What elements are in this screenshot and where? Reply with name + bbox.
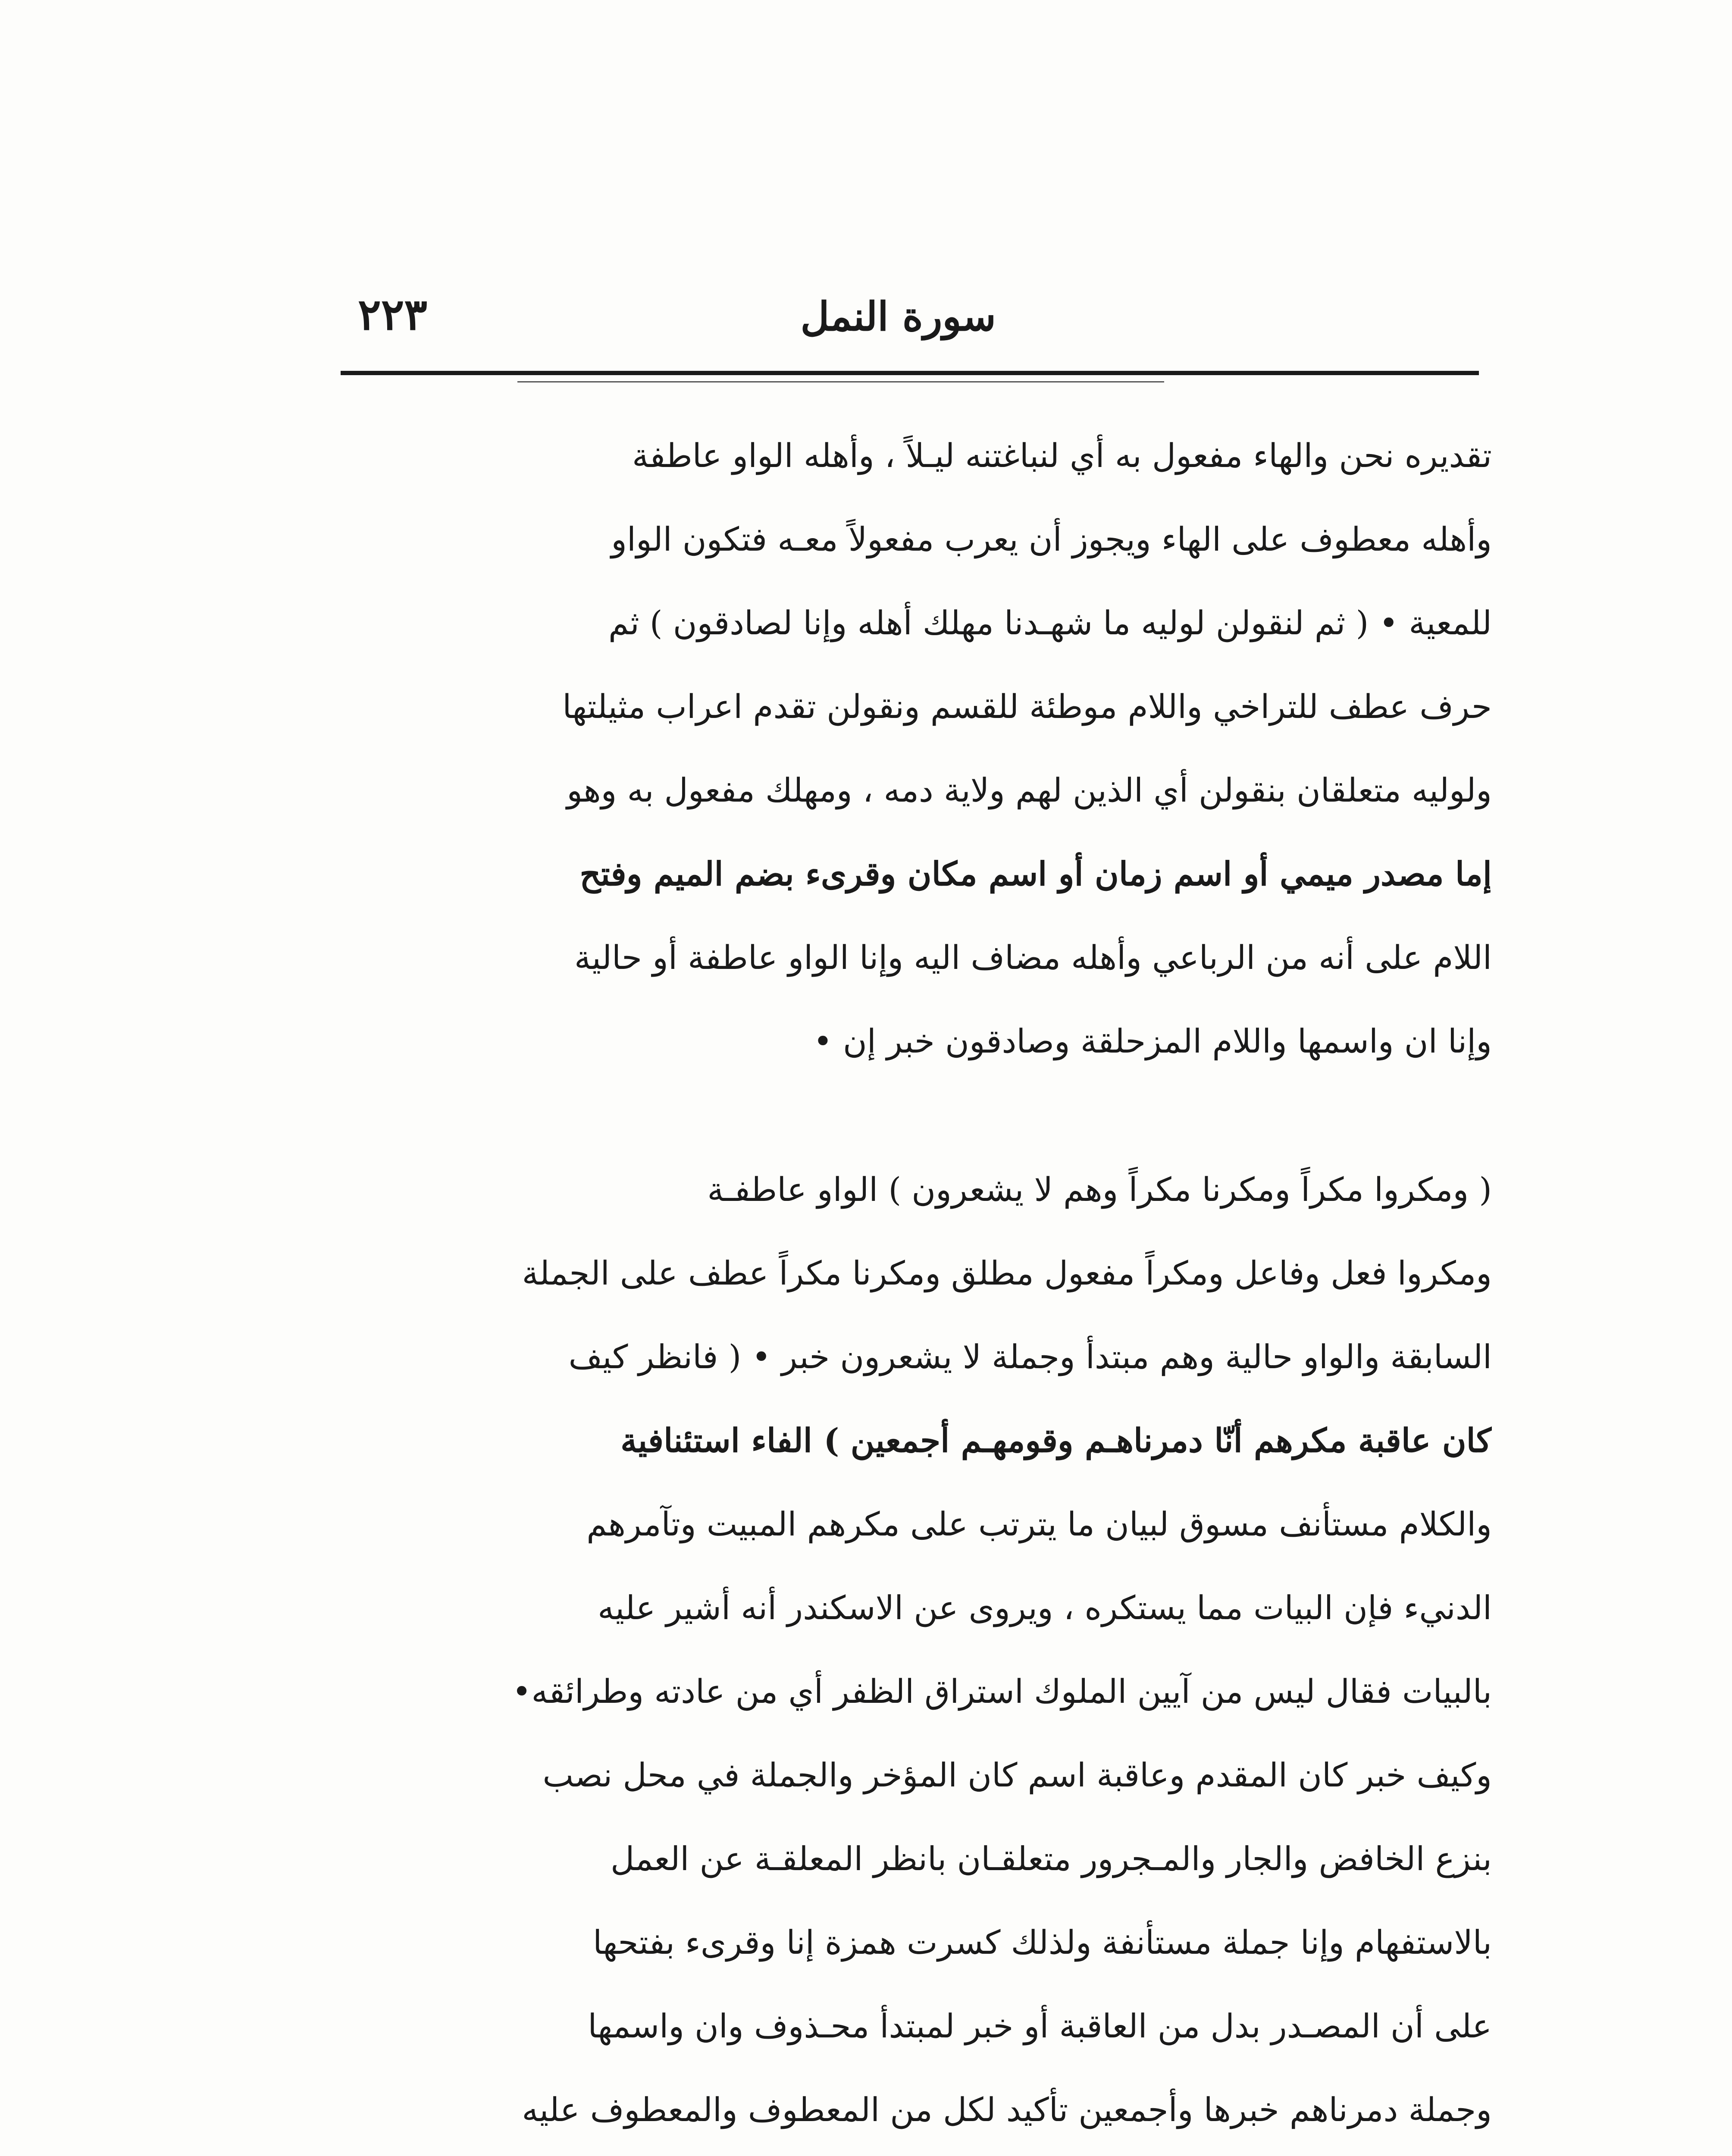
text-line: بالاستفهام وإنا جملة مستأنفة ولذلك كسرت همزة إنا وقرىء بفتحها	[593, 1923, 1492, 1962]
text-line: ومكروا فعل وفاعل ومكراً مفعول مطلق ومكرنا مكراً عطف على الجملة	[522, 1254, 1492, 1292]
text-line: كان عاقبة مكرهم أنّا دمرناهـم وقومهـم أجمعين ) الفاء استئنافية	[620, 1421, 1492, 1460]
text-line: اللام على أنه من الرباعي وأهله مضاف اليه وإنا الواو عاطفة أو حالية	[574, 938, 1492, 977]
text-line: بنزع الخافض والجار والمـجرور متعلقـان بانظر المعلقـة عن العمل	[610, 1839, 1492, 1878]
paragraph-1	[328, 414, 1492, 1083]
text-line: بالبيات فقال ليس من آيين الملوك استراق الظفر أي من عادته وطرائقه•	[512, 1672, 1492, 1711]
text-line: إما مصدر ميمي أو اسم زمان أو اسم مكان وقرىء بضم الميم وفتح	[579, 855, 1492, 893]
header-rule	[341, 371, 1479, 375]
text-line	[328, 2152, 1492, 2156]
text-line: للمعية • ( ثم لنقولن لوليه ما شهـدنا مهلك أهله وإنا لصادقون ) ثم	[608, 604, 1492, 642]
page-number: ٢٢٣	[358, 289, 428, 340]
text-line: على أن المصـدر بدل من العاقبة أو خبر لمبتدأ محـذوف وان واسمها	[588, 2007, 1492, 2045]
text-line: الدنيء فإن البيات مما يستكره ، ويروى عن الاسكندر أنه أشير عليه	[598, 1589, 1492, 1627]
surah-title: سورة النمل	[800, 293, 996, 340]
text-line: وكيف خبر كان المقدم وعاقبة اسم كان المؤخر والجملة في محل نصب	[542, 1756, 1492, 1794]
text-line: حرف عطف للتراخي واللام موطئة للقسم ونقولن تقدم اعراب مثيلتها	[562, 687, 1492, 726]
text-line: السابقة والواو حالية وهم مبتدأ وجملة لا يشعرون خبر • ( فانظر كيف	[568, 1338, 1492, 1376]
text-line: وجملة دمرناهم خبرها وأجمعين تأكيد لكل من المعطوف والمعطوف عليه	[522, 2090, 1492, 2129]
page-header	[341, 285, 1479, 354]
body-text	[328, 414, 1492, 2156]
text-line: تقديره نحن والهاء مفعول به أي لنباغتنه ليـلاً ، وأهله الواو عاطفة	[632, 436, 1492, 475]
text-line: ولوليه متعلقان بنقولن أي الذين لهم ولاية دمه ، ومهلك مفعول به وهو	[567, 771, 1492, 809]
header-rule-underline	[517, 381, 1164, 382]
paragraph-2	[328, 1148, 1492, 2156]
text-line: وإنا ان واسمها واللام المزحلقة وصادقون خبر إن •	[813, 1022, 1492, 1060]
text-line: والكلام مستأنف مسوق لبيان ما يترتب على مكرهم المبيت وتآمرهم	[586, 1505, 1492, 1543]
text-line: وأهله معطوف على الهاء ويجوز أن يعرب مفعولاً معـه فتكون الواو	[611, 520, 1492, 558]
text-line: ( ومكروا مكراً ومكرنا مكراً وهم لا يشعرون ) الواو عاطفـة	[707, 1170, 1492, 1209]
